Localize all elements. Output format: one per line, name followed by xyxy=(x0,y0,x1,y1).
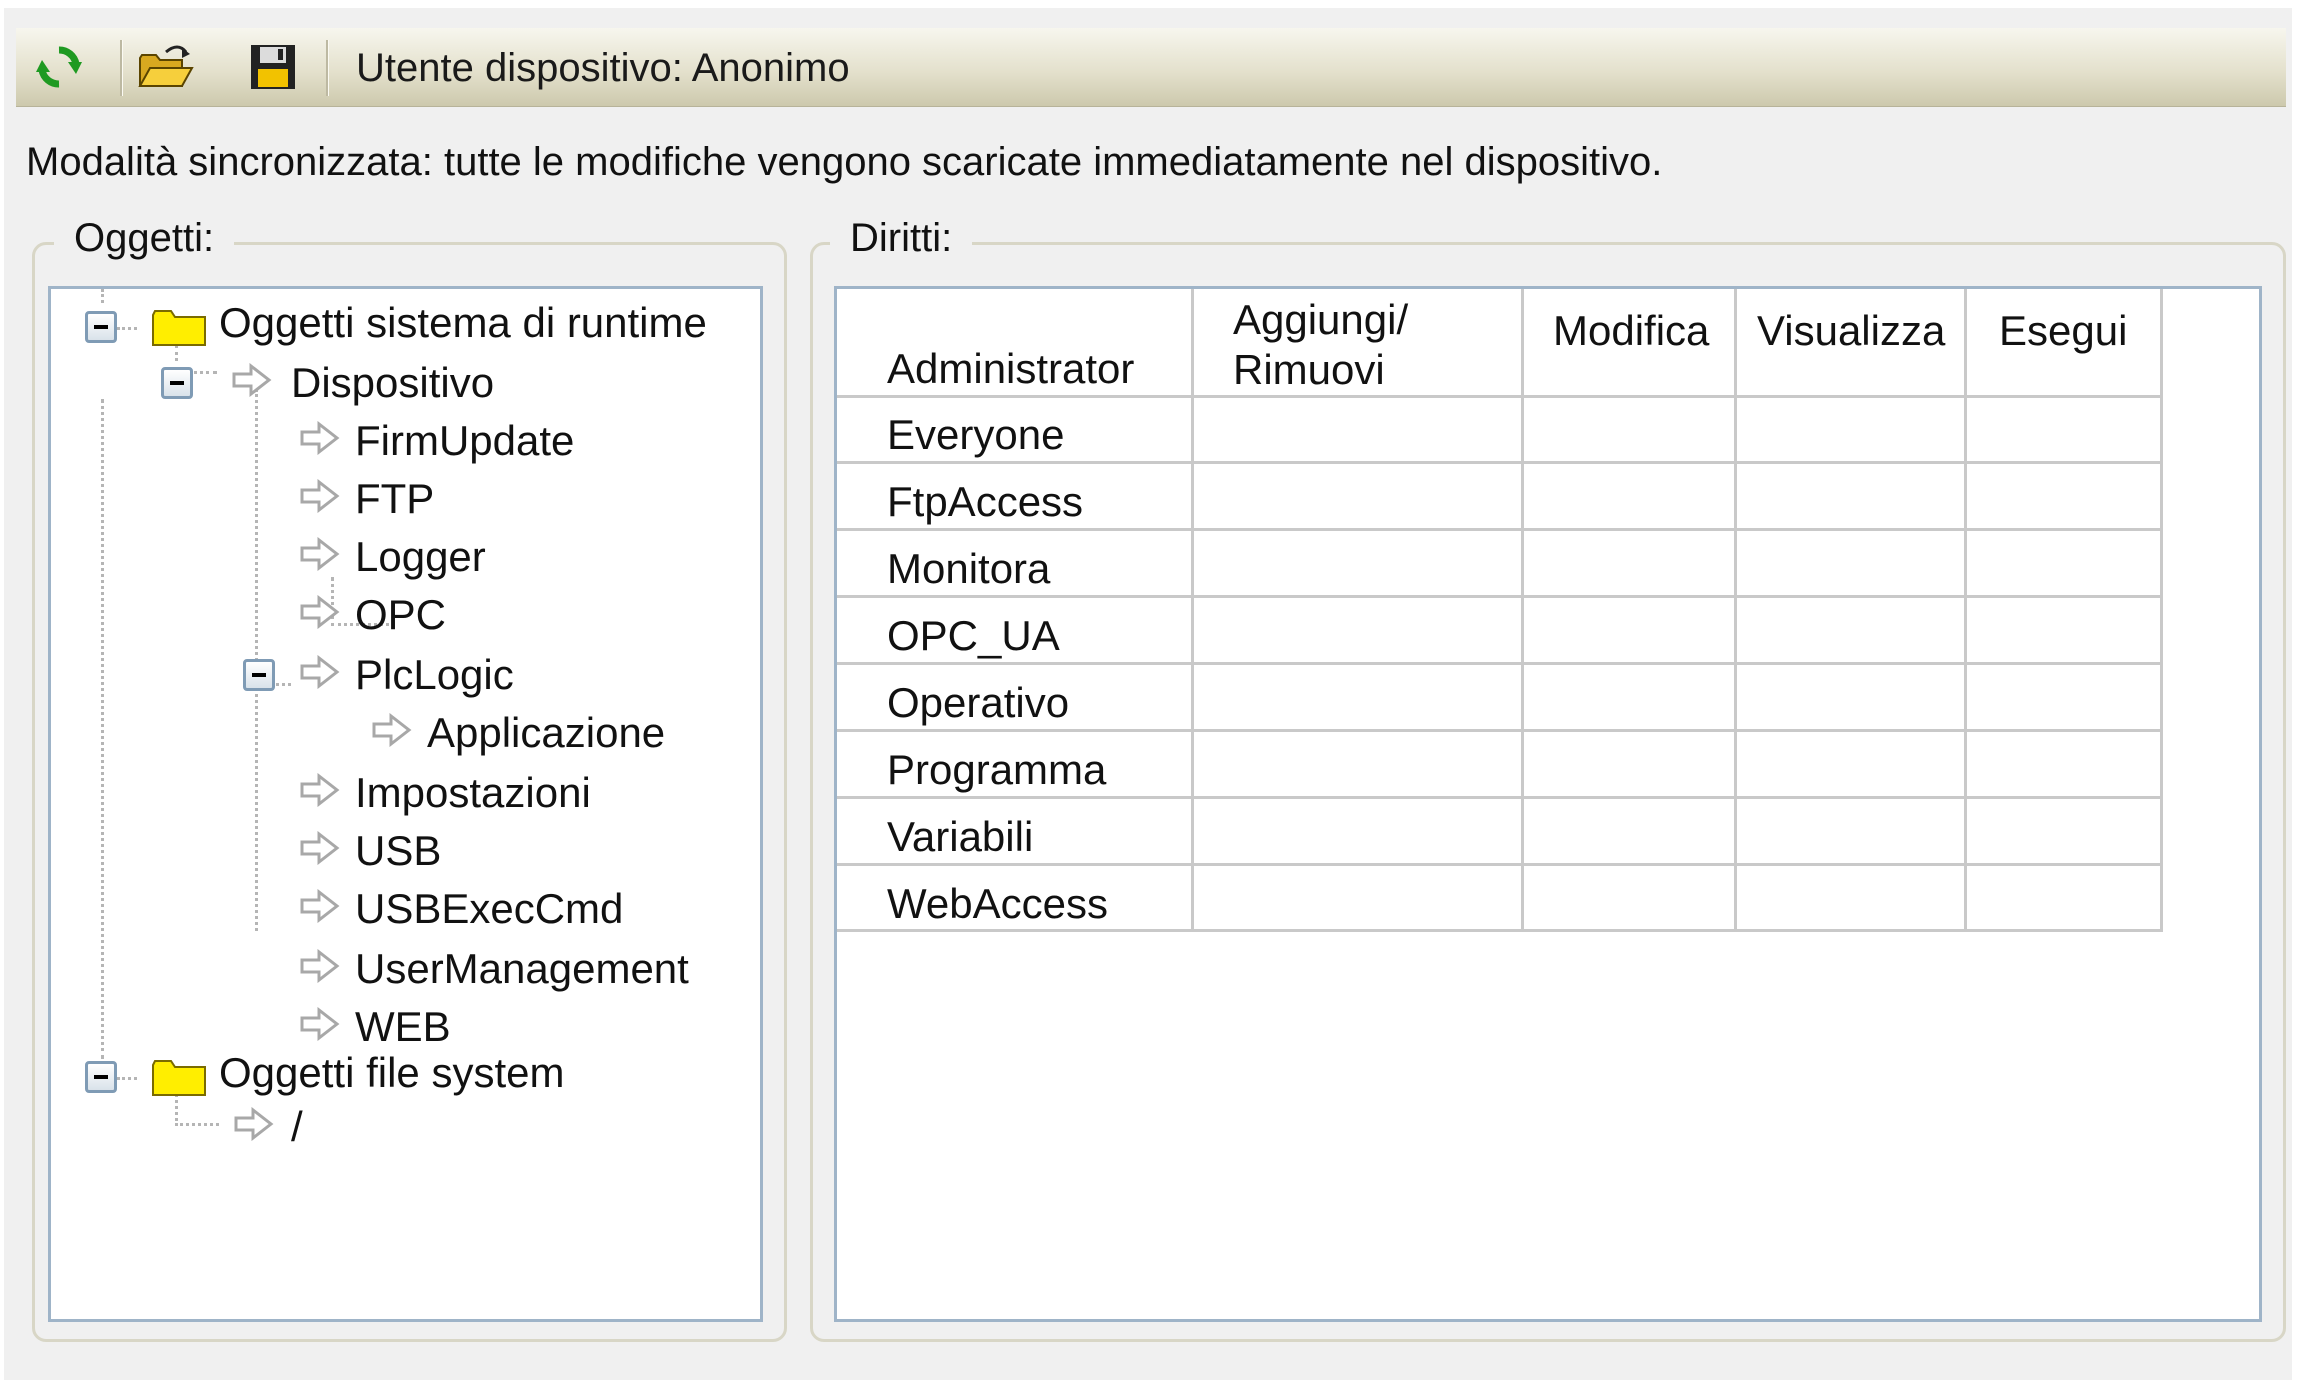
tree-item-web[interactable]: WEB xyxy=(355,1003,451,1050)
group-row-monitora[interactable]: Monitora xyxy=(887,545,1051,592)
column-header-add-remove-line1: Aggiungi/ xyxy=(1233,296,1409,343)
column-header-add-remove-line2: Rimuovi xyxy=(1233,346,1385,393)
object-arrow-icon xyxy=(299,655,341,689)
column-header-view[interactable]: Visualizza xyxy=(1757,307,1946,354)
tree-item-application[interactable]: Applicazione xyxy=(427,709,666,756)
object-arrow-icon xyxy=(299,773,341,807)
collapse-runtime-button[interactable] xyxy=(85,311,117,343)
group-row-variabili[interactable]: Variabili xyxy=(887,813,1034,860)
tree-item-settings[interactable]: Impostazioni xyxy=(355,769,591,816)
folder-icon xyxy=(151,1057,207,1097)
tree-item-filesystem-objects[interactable]: Oggetti file system xyxy=(219,1049,565,1096)
column-header-group[interactable]: Administrator xyxy=(887,345,1135,392)
object-arrow-icon xyxy=(299,949,341,983)
tree-item-opc[interactable]: OPC xyxy=(355,591,447,638)
object-arrow-icon xyxy=(233,1107,275,1141)
column-header-add-remove[interactable] xyxy=(1233,295,1408,395)
tree-item-logger[interactable]: Logger xyxy=(355,533,486,580)
tree-item-root[interactable]: / xyxy=(291,1103,303,1150)
save-button[interactable] xyxy=(244,38,302,96)
tree-item-firmupdate[interactable]: FirmUpdate xyxy=(355,417,575,464)
open-folder-icon xyxy=(136,42,194,92)
column-header-execute[interactable]: Esegui xyxy=(1999,307,2128,354)
tree-item-device[interactable]: Dispositivo xyxy=(291,359,495,406)
tree-item-ftp[interactable]: FTP xyxy=(355,475,435,522)
save-icon xyxy=(248,42,298,92)
group-row-operativo[interactable]: Operativo xyxy=(887,679,1070,726)
sync-mode-note: Modalità sincronizzata: tutte le modifiche vengono scaricate immediatamente nel dispositivo. xyxy=(26,140,1663,184)
collapse-filesystem-button[interactable] xyxy=(85,1061,117,1093)
column-header-modify[interactable]: Modifica xyxy=(1553,307,1710,354)
object-arrow-icon xyxy=(371,713,413,747)
rights-grid[interactable] xyxy=(834,286,2262,1322)
tree-item-usb[interactable]: USB xyxy=(355,827,442,874)
object-arrow-icon xyxy=(299,479,341,513)
device-user-label: Utente dispositivo: Anonimo xyxy=(356,46,850,90)
collapse-plclogic-button[interactable] xyxy=(243,659,275,691)
refresh-button[interactable] xyxy=(30,38,88,96)
group-row-everyone[interactable]: Everyone xyxy=(887,411,1065,458)
group-row-opc-ua[interactable]: OPC_UA xyxy=(887,612,1060,659)
group-row-programma[interactable]: Programma xyxy=(887,746,1107,793)
window xyxy=(4,8,2292,1380)
rights-legend: Diritti: xyxy=(830,216,972,261)
object-arrow-icon xyxy=(299,537,341,571)
objects-tree[interactable] xyxy=(48,286,763,1322)
object-arrow-icon xyxy=(299,889,341,923)
open-button[interactable] xyxy=(136,38,194,96)
tree-item-usermanagement[interactable]: UserManagement xyxy=(355,945,689,992)
group-row-ftpaccess[interactable]: FtpAccess xyxy=(887,478,1084,525)
folder-icon xyxy=(151,307,207,347)
group-row-webaccess[interactable]: WebAccess xyxy=(887,880,1108,927)
toolbar-separator xyxy=(326,40,329,96)
object-arrow-icon xyxy=(231,363,273,397)
object-arrow-icon xyxy=(299,831,341,865)
tree-item-usbexeccmd[interactable]: USBExecCmd xyxy=(355,885,624,932)
objects-legend: Oggetti: xyxy=(54,216,234,261)
tree-item-runtime-objects[interactable]: Oggetti sistema di runtime xyxy=(219,299,707,346)
collapse-device-button[interactable] xyxy=(161,367,193,399)
tree-item-plclogic[interactable]: PlcLogic xyxy=(355,651,514,698)
object-arrow-icon xyxy=(299,1007,341,1041)
object-arrow-icon xyxy=(299,595,341,629)
toolbar-separator xyxy=(120,40,123,96)
toolbar xyxy=(16,28,2286,107)
object-arrow-icon xyxy=(299,421,341,455)
refresh-icon xyxy=(34,42,84,92)
